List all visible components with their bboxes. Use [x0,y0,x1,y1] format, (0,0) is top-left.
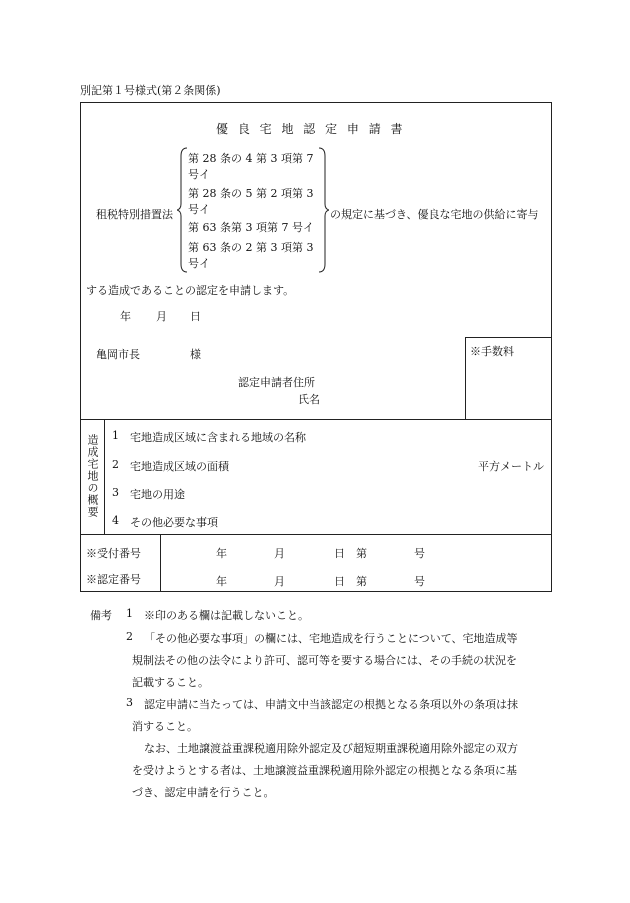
overview-item-2-unit: 平方メートル [478,460,544,473]
overview-item-4-label: その他必要な事項 [130,516,218,529]
note-1-text: ※印のある欄は記載しないこと。 [144,609,309,622]
note-2-line1: 「その他必要な事項」の欄には、宅地造成を行うことについて、宅地造成等 [144,632,518,645]
clause-4-line2: 号イ [188,257,210,270]
note-2-line3: 記載すること。 [132,676,209,689]
overview-item-1-num: 1 [112,429,119,442]
date-day: 日 [190,310,201,323]
clause-2-line2: 号イ [188,203,210,216]
overview-item-3-num: 3 [112,486,119,499]
clause-1 [188,151,313,183]
receipt-day: 日 [334,547,345,560]
divider [104,419,105,534]
note-4-line2: を受けようとする者は、土地譲渡益重課税適用除外認定の根拠となる条項に基 [132,764,517,777]
divider [80,534,552,535]
clause-3-line1: 第 63 条第 3 項第 7 号イ [188,221,314,234]
clause-4-line1: 第 63 条の 2 第 3 項第 3 [188,241,314,254]
overview-side-label: 造成宅地の概要 [86,434,99,518]
form-title: 優 良 宅 地 認 定 申 請 書 [216,122,404,136]
approval-year: 年 [216,575,227,588]
applicant-name-label: 氏名 [298,393,320,406]
date-month: 月 [156,310,167,323]
overview-item-3-label: 宅地の用途 [130,488,185,501]
date-year: 年 [120,310,131,323]
divider [465,337,466,419]
overview-item-4-num: 4 [112,514,119,527]
receipt-go: 号 [414,547,425,560]
clause-suffix: の規定に基づき、優良な宅地の供給に寄与 [330,208,539,221]
note-3-line2: 消すること。 [132,720,198,733]
receipt-month: 月 [274,547,285,560]
receipt-dai: 第 [356,547,367,560]
note-4-line3: づき、認定申請を行うこと。 [132,786,275,799]
overview-item-1-label: 宅地造成区域に含まれる地域の名称 [130,431,306,444]
note-2-line2: 規制法その他の法令により許可、認可等を要する場合には、その手続の状況を [132,654,517,667]
note-4-line1: なお、土地譲渡益重課税適用除外認定及び超短期重課税適用除外認定の双方 [144,742,518,755]
overview-item-2-label: 宅地造成区域の面積 [130,460,229,473]
note-2-num: 2 [126,630,133,643]
law-name: 租税特別措置法 [96,208,173,221]
request-text: する造成であることの認定を申請します。 [86,284,295,297]
clause-4 [188,240,313,272]
applicant-address-label: 認定申請者住所 [238,376,315,389]
receipt-number-label: ※受付番号 [86,547,141,560]
overview-item-2-num: 2 [112,458,119,471]
addressee-honorific: 様 [190,348,201,361]
clause-3 [188,220,314,236]
note-3-line1: 認定申請に当たっては、申請文中当該認定の根拠となる条項以外の条項は抹 [144,698,518,711]
divider [160,534,161,592]
clause-1-line1: 第 28 条の 4 第 3 項第 7 [188,152,314,165]
note-1-num: 1 [126,607,133,620]
approval-dai: 第 [356,575,367,588]
clause-1-line2: 号イ [188,168,210,181]
approval-month: 月 [274,575,285,588]
approval-number-label: ※認定番号 [86,573,141,586]
clause-2-line1: 第 28 条の 5 第 2 項第 3 [188,187,314,200]
form-label: 別記第１号様式(第２条関係) [80,84,221,97]
approval-go: 号 [414,575,425,588]
divider [465,337,552,338]
note-3-num: 3 [126,696,133,709]
notes-heading: 備考 [90,609,112,622]
fee-label: ※手数料 [470,345,514,358]
divider [80,419,552,420]
clause-2 [188,186,313,218]
addressee-name: 亀岡市長 [96,348,140,361]
receipt-year: 年 [216,547,227,560]
approval-day: 日 [334,575,345,588]
